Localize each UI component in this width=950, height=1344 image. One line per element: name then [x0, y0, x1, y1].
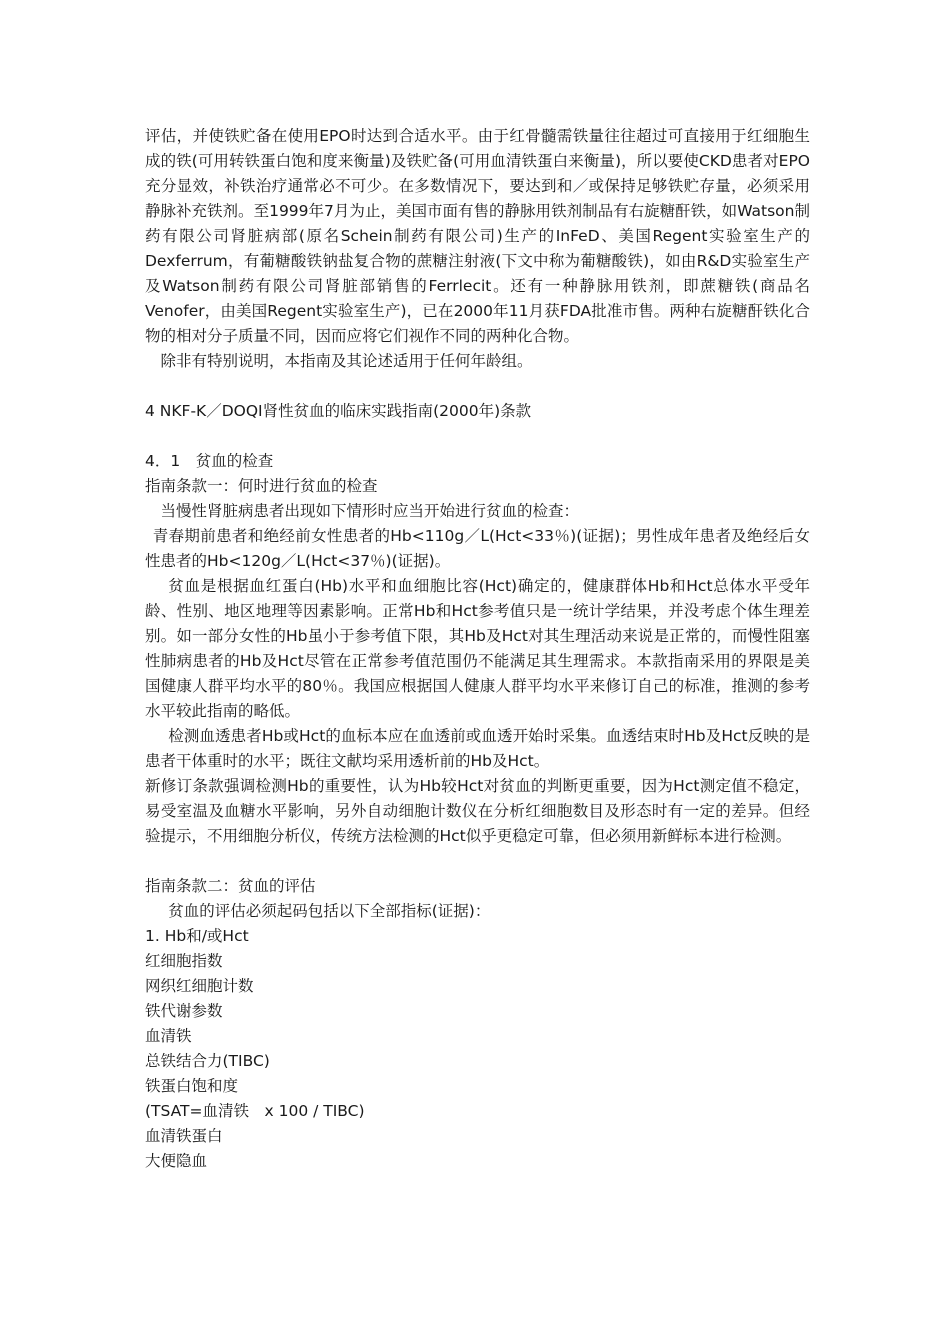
- guideline-1-criteria: 青春期前患者和绝经前女性患者的Hb<110g／L(Hct<33％)(证据)；男性成年患者及绝经后女性患者的Hb<120g／L(Hct<37％)(证据)。: [145, 527, 810, 570]
- guideline-1-explanation: 贫血是根据血红蛋白(Hb)水平和血细胞比容(Hct)确定的，健康群体Hb和Hct总体水平受年龄、性别、地区地理等因素影响。正常Hb和Hct参考值只是一统计学结果，并没考虑个体生理差别。如一部分女性的Hb虽小于参考值下限，其Hb及Hct对其生理活动来说是正常的，而慢性阻塞性肺病患者的Hb及Hct尽管在正常参考值范围仍不能满足其生理需求。本款指南采用的界限是美国健康人群平均水平的80％。我国应根据国人健康人群平均水平来修订自己的标准，推测的参考水平较此指南的略低。: [145, 577, 810, 720]
- list-item: 大便隐血: [145, 1152, 208, 1170]
- spacer: [145, 849, 810, 874]
- guideline-1-sampling: 检测血透患者Hb或Hct的血标本应在血透前或血透开始时采集。血透结束时Hb及Hct反映的是患者干体重时的水平；既往文献均采用透析前的Hb及Hct。: [145, 727, 810, 770]
- document-page: [145, 124, 810, 1174]
- scope-paragraph: 除非有特别说明，本指南及其论述适用于任何年龄组。: [160, 352, 533, 370]
- list-item: 血清铁蛋白: [145, 1127, 223, 1145]
- list-item: 铁代谢参数: [145, 1002, 223, 1020]
- section-4-heading: 4 NKF-K／DOQI肾性贫血的临床实践指南(2000年)条款: [145, 402, 532, 420]
- spacer: [145, 374, 810, 399]
- assessment-list: [145, 924, 810, 1174]
- list-item: (TSAT=血清铁 x 100 / TIBC): [145, 1102, 365, 1120]
- list-item: 1. Hb和/或Hct: [145, 927, 249, 945]
- list-item: 网织红细胞计数: [145, 977, 254, 995]
- list-item: 总铁结合力(TIBC): [145, 1052, 270, 1070]
- list-item: 红细胞指数: [145, 952, 223, 970]
- guideline-2-title: 指南条款二：贫血的评估: [145, 877, 316, 895]
- guideline-1-intro: 当慢性肾脏病患者出现如下情形时应当开始进行贫血的检查：: [160, 502, 580, 520]
- guideline-1-revision: 新修订条款强调检测Hb的重要性，认为Hb较Hct对贫血的判断更重要，因为Hct测定值不稳定，易受室温及血糖水平影响，另外自动细胞计数仪在分析红细胞数目及形态时有一定的差异。但经验提示，不用细胞分析仪，传统方法检测的Hct似乎更稳定可靠，但必须用新鲜标本进行检测。: [145, 777, 810, 845]
- list-item: 铁蛋白饱和度: [145, 1077, 239, 1095]
- guideline-2-intro: 贫血的评估必须起码包括以下全部指标(证据)：: [168, 902, 491, 920]
- section-4-1-heading: 4．1 贫血的检查: [145, 452, 274, 470]
- list-item: 血清铁: [145, 1027, 192, 1045]
- guideline-1-title: 指南条款一：何时进行贫血的检查: [145, 477, 378, 495]
- intro-paragraph: 评估，并使铁贮备在使用EPO时达到合适水平。由于红骨髓需铁量往往超过可直接用于红细胞生成的铁(可用转铁蛋白饱和度来衡量)及铁贮备(可用血清铁蛋白来衡量)，所以要使CKD患者对EPO充分显效，补铁治疗通常必不可少。在多数情况下，要达到和／或保持足够铁贮存量，必须采用静脉补充铁剂。至1999年7月为止，美国市面有售的静脉用铁剂制品有右旋糖酐铁，如Watson制药有限公司肾脏病部(原名Schein制药有限公司)生产的InFeD、美国Regent实验室生产的Dexferrum，有葡糖酸铁钠盐复合物的蔗糖注射液(下文中称为葡糖酸铁)，如由R&D实验室生产及Watson制药有限公司肾脏部销售的Ferrlecit。还有一种静脉用铁剂，即蔗糖铁(商品名Venofer，由美国Regent实验室生产)，已在2000年11月获FDA批准市售。两种右旋糖酐铁化合物的相对分子质量不同，因而应将它们视作不同的两种化合物。: [145, 127, 810, 345]
- spacer: [145, 424, 810, 449]
